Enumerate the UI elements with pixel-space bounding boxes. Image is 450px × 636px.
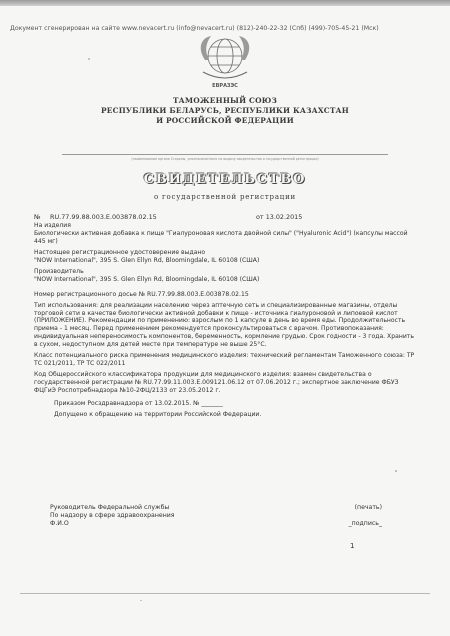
signer-line-3: Ф.И.О _подпись_ [50,519,382,527]
issued-to: "NOW International", 395 S. Glen Ellyn Rd, Bloomingdale, IL 60108 (США) [34,256,260,264]
header-note: Документ сгенерирован на сайте www.nevacert.ru (info@nevacert.ru) (812)-240-22-32 (Спб) (499)-705-45-21 (Мск) [10,25,379,32]
certificate-title: СВИДЕТЕЛЬСТВО [143,172,307,187]
number-label: № [34,213,41,221]
union-line-3: И РОССИЙСКОЙ ФЕДЕРАЦИИ [156,116,294,125]
allowed-text: Допущено к обращению на территории Российской Федерации. [54,410,262,418]
product-name: Биологически активная добавка к пище "Гиалуроновая кислота двойной силы" ("Hyaluronic Acid") (капсулы массой 445 мг) [34,229,408,245]
date-label: от [256,213,264,221]
issued-label: Настоящее регистрационное удостоверение выдано [34,248,206,256]
signature-block [50,504,400,527]
union-line-2: РЕСПУБЛИКИ БЕЛАРУСЬ, РЕСПУБЛИКИ КАЗАХСТАН [101,106,349,115]
dossier-number: Номер регистрационного досье № RU.77.99.88.003.Е.003878.02.15 [34,290,249,298]
product-label: На изделия [34,222,71,229]
signer-line-1: Руководитель Федеральной службы (печать) [50,504,382,511]
authority-rule [62,154,388,155]
eurasec-emblem-icon [183,30,267,92]
certificate-body [34,222,416,419]
usage-text: Тип использования: для реализации населению через аптечную сеть и специализированные магазины, отделы торговой сети в качестве биологически активной добавки к пище - источника гиалуроновой и липоевой кислот (ПРИЛОЖЕНИЕ). Рекомендации по применению: взрослым по 1 капсуле в день во время еды. Продолжительность приема - 1 месяц. Перед применением рекомендуется проконсультироваться с врачом. Противопоказания: индивидуальная непереносимость компонентов, беременность, кормление грудью. Срок годности - 3 года. Хранить в сухом, недоступном для детей месте при температуре не выше 25°С. [34,301,414,348]
seal-placeholder: (печать) [354,504,382,511]
union-line-1: ТАМОЖЕННЫЙ СОЮЗ [172,96,278,105]
scan-top-edge [0,0,450,6]
risk-class: Класс потенциального риска применения медицинского изделия: технический регламентам Таможенного союза: ТР ТС 021/2011, ТР ТС 022/2011 [34,352,415,367]
certificate-subtitle: о государственной регистрации [153,193,297,201]
union-heading [20,96,430,126]
certificate-date-group [256,213,302,221]
certificate-number-line [34,213,414,221]
classifier-text: Код Общероссийского классификатора продукции для медицинского изделия: взамен свидетельства о государственной регистрации № RU.77.99.11.003.Е.009121.06.12 от 07.06.2012 г.; экспертное заключение ФБУЗ ФЦГиЭ Роспотребнадзора №10-2ФЦ/2133 от 23.05.2012 г. [34,371,399,394]
order-text: Приказом Росздравнадзора от 13.02.2015. № _______ [54,399,223,407]
scan-speck [395,470,397,472]
signer-line-2: По надзору в сфере здравоохранения [50,511,175,519]
scan-speck [88,58,90,60]
authority-caption: (наименование органа Стороны, уполномоченного на выдачу свидетельства о государственной регистрации) [131,157,319,161]
certificate-date: 13.02.2015 [265,213,303,221]
certificate-number: RU.77.99.88.003.Е.003878.02.15 [50,213,157,221]
manufacturer-label: Производитель [34,267,84,275]
manufacturer: "NOW International", 395 S. Glen Ellyn Rd, Bloomingdale, IL 60108 (США) [34,275,260,283]
scan-bottom-line [20,593,430,594]
signature-placeholder: _подпись_ [348,519,382,527]
scan-speck [140,600,142,601]
page-number: 1 [350,542,355,550]
emblem-lettering: ЕВРАЗЭС [212,83,238,89]
